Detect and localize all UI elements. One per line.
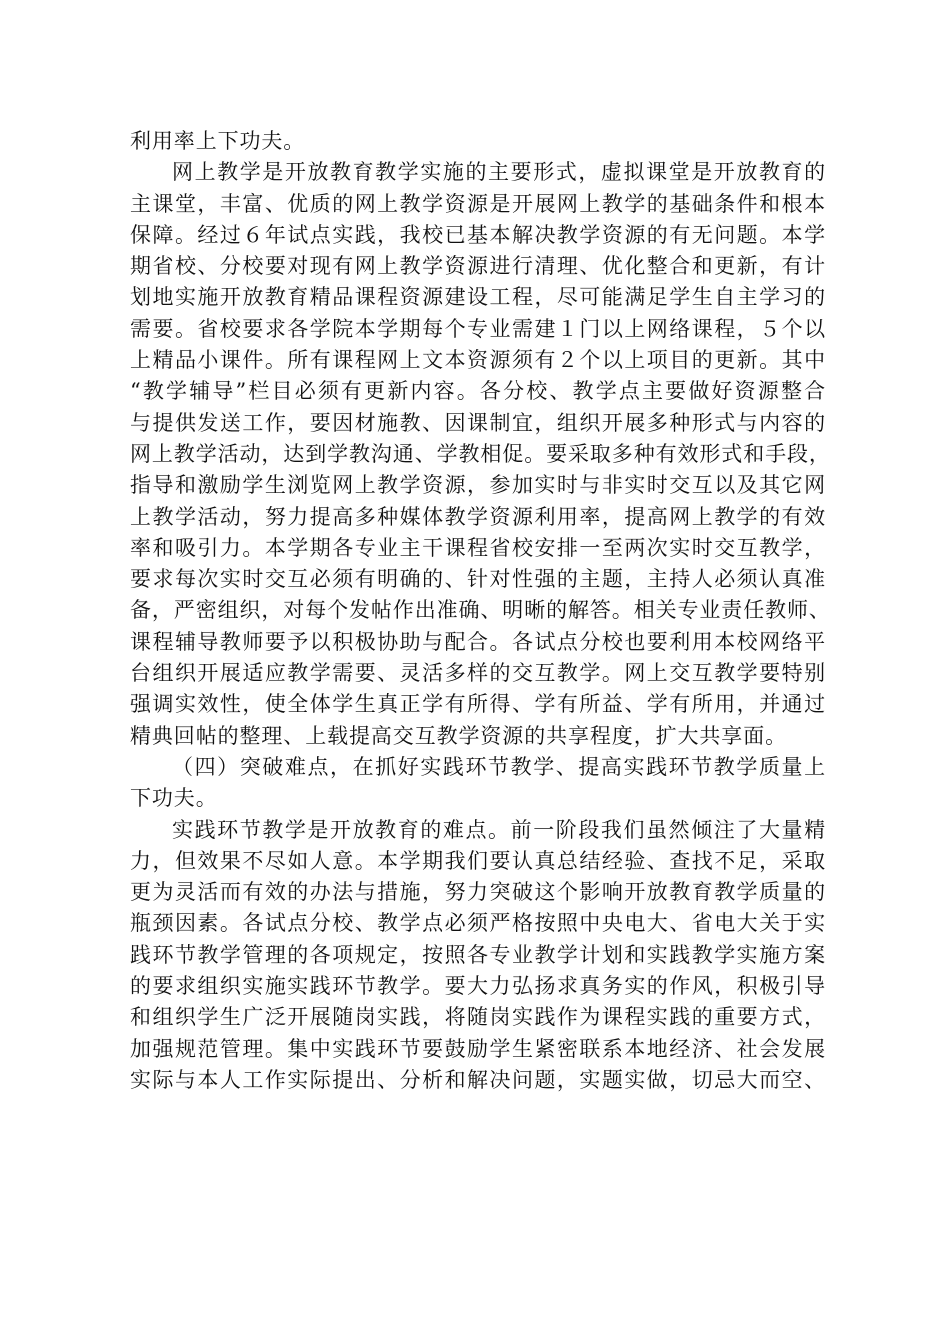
text-line: 更为灵活而有效的办法与措施，努力突破这个影响开放教育教学质量的 <box>130 880 826 905</box>
text-line: 课程辅导教师要予以积极协助与配合。各试点分校也要利用本校网络平 <box>130 629 826 654</box>
text-line: 台组织开展适应教学需要、灵活多样的交互教学。网上交互教学要特别 <box>130 661 826 686</box>
text-line: 实践环节教学是开放教育的难点。前一阶段我们虽然倾注了大量精 <box>172 817 826 842</box>
text-line: 划地实施开放教育精品课程资源建设工程，尽可能满足学生自主学习的 <box>130 285 826 310</box>
text-line: 指导和激励学生浏览网上教学资源，参加实时与非实时交互以及其它网 <box>130 473 826 498</box>
text-line: 上精品小课件。所有课程网上文本资源须有２个以上项目的更新。其中 <box>130 348 826 373</box>
text-line: （四）突破难点，在抓好实践环节教学、提高实践环节教学质量上 <box>172 754 826 779</box>
text-line: 上教学活动，努力提高多种媒体教学资源利用率，提高网上教学的有效 <box>130 504 826 529</box>
text-line: 期省校、分校要对现有网上教学资源进行清理、优化整合和更新，有计 <box>130 254 826 279</box>
text-line: 精典回帖的整理、上载提高交互教学资源的共享程度，扩大共享面。 <box>130 723 787 748</box>
text-line: 下功夫。 <box>130 786 218 811</box>
text-line: 网上教学是开放教育教学实施的主要形式，虚拟课堂是开放教育的 <box>172 160 826 185</box>
text-line: 力，但效果不尽如人意。本学期我们要认真总结经验、查找不足，采取 <box>130 848 826 873</box>
text-line: 利用率上下功夫。 <box>130 129 306 153</box>
text-line: 加强规范管理。集中实践环节要鼓励学生紧密联系本地经济、社会发展 <box>130 1036 826 1061</box>
text-line: 主课堂，丰富、优质的网上教学资源是开展网上教学的基础条件和根本 <box>130 191 826 216</box>
text-line: 实际与本人工作实际提出、分析和解决问题，实题实做，切忌大而空、 <box>130 1067 826 1092</box>
text-line: 率和吸引力。本学期各专业主干课程省校安排一至两次实时交互教学， <box>130 535 826 560</box>
text-line: 网上教学活动，达到学教沟通、学教相促。要采取多种有效形式和手段， <box>130 441 831 466</box>
text-line: 强调实效性，使全体学生真正学有所得、学有所益、学有所用，并通过 <box>130 692 826 717</box>
text-line: 和组织学生广泛开展随岗实践，将随岗实践作为课程实践的重要方式， <box>130 1005 826 1030</box>
text-line: 保障。经过６年试点实践，我校已基本解决教学资源的有无问题。本学 <box>130 222 826 247</box>
text-line: 践环节教学管理的各项规定，按照各专业教学计划和实践教学实施方案 <box>130 942 826 967</box>
text-line: 备，严密组织，对每个发帖作出准确、明晰的解答。相关专业责任教师、 <box>130 598 831 623</box>
text-line: 的要求组织实施实践环节教学。要大力弘扬求真务实的作风，积极引导 <box>130 974 826 999</box>
text-line: 与提供发送工作，要因材施教、因课制宜，组织开展多种形式与内容的 <box>130 410 826 435</box>
document-page <box>130 126 831 1096</box>
text-line: 需要。省校要求各学院本学期每个专业需建１门以上网络课程，５个以 <box>130 316 826 341</box>
text-line: “教学辅导”栏目必须有更新内容。各分校、教学点主要做好资源整合 <box>130 379 826 404</box>
text-line: 要求每次实时交互必须有明确的、针对性强的主题，主持人必须认真准 <box>130 567 826 592</box>
text-line: 瓶颈因素。各试点分校、教学点必须严格按照中央电大、省电大关于实 <box>130 911 826 936</box>
